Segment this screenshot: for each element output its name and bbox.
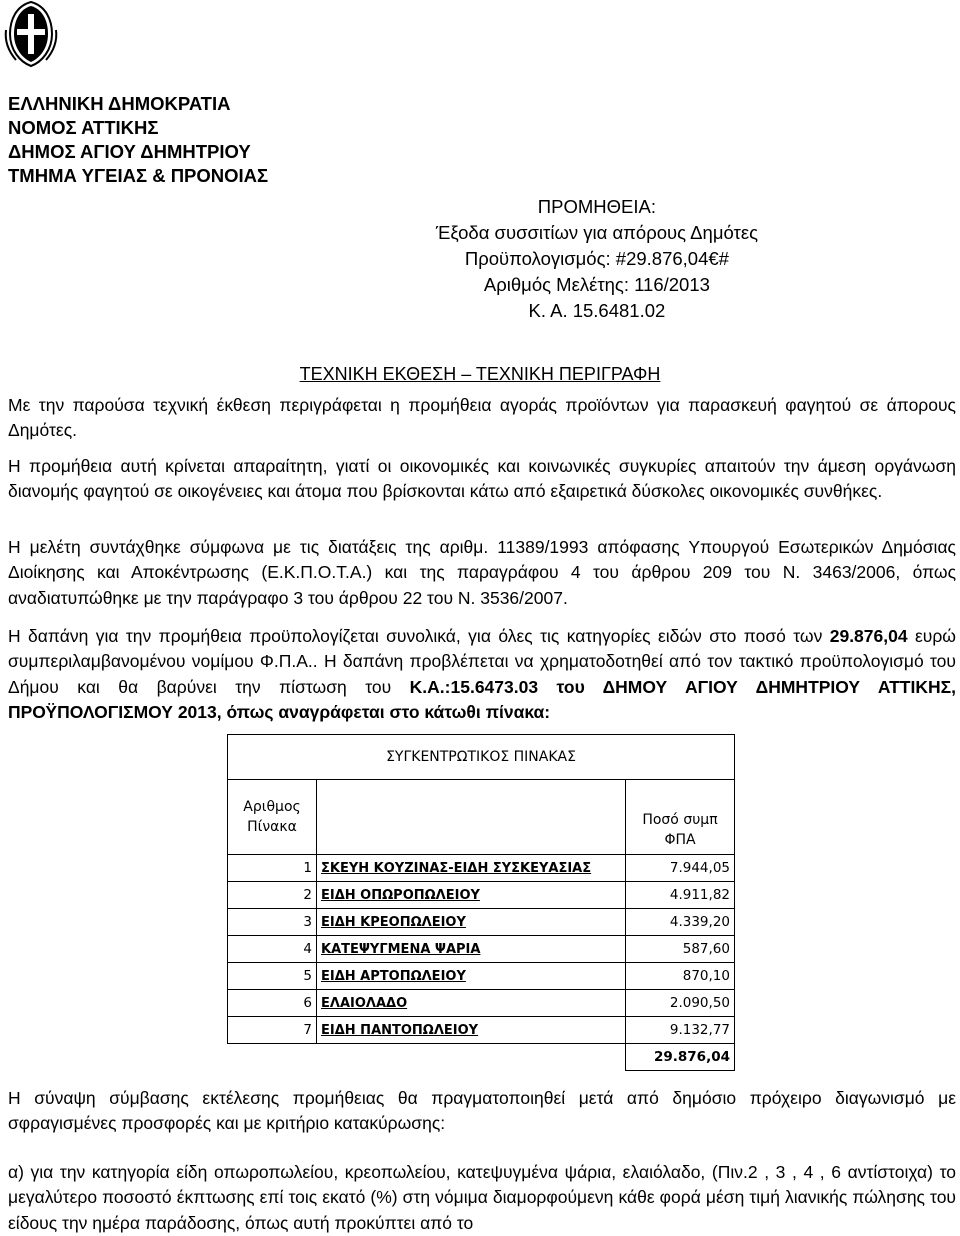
budget-code: Κ.Α.:15.6473.03 του ΔΗΜΟΥ ΑΓΙΟΥ ΔΗΜΗΤΡΙΟΥ ΑΤΤΙΚΗΣ, ΠΡΟΫΠΟΛΟΓΙΣΜΟΥ 2013, όπως αναγράφεται στο κάτωθι πίνακα: — [8, 676, 956, 722]
supply-info — [436, 194, 758, 324]
table-total: 29.876,04 — [626, 1044, 735, 1071]
column-header-category — [317, 780, 626, 855]
cost-text: Η δαπάνη για την προμήθεια προϋπολογίζεται συνολικά, για όλες τις κατηγορίες ειδών στο ποσό των — [8, 626, 823, 646]
row-amount: 587,60 — [626, 936, 735, 963]
row-category: ΕΙΔΗ ΚΡΕΟΠΩΛΕΙΟΥ — [317, 909, 626, 936]
paragraph-legal: Η μελέτη συντάχθηκε σύμφωνα με τις διατάξεις της αριθμ. 11389/1993 απόφασης Υπουργού Εσωτερικών Δημόσιας Διοίκησης και Αποκέντρωσης (Ε.Κ.Π.Ο.Τ.Α.) και της παραγράφου 4 του άρθρου 209 του Ν. 3463/2006, όπως αναδιατυπώθηκε με την παράγραφο 3 του άρθρου 22 του Ν. 3536/2007. — [8, 537, 956, 608]
header-line: ΕΛΛΗΝΙΚΗ ΔΗΜΟΚΡΑΤΙΑ — [8, 93, 231, 114]
row-amount: 7.944,05 — [626, 855, 735, 882]
row-category: ΚΑΤΕΨΥΓΜΕΝΑ ΨΑΡΙΑ — [317, 936, 626, 963]
table-row — [228, 909, 735, 936]
table-row — [228, 882, 735, 909]
column-header-line: ΦΠΑ — [664, 832, 696, 848]
row-number: 2 — [228, 882, 317, 909]
authority-header — [8, 92, 268, 188]
row-number: 1 — [228, 855, 317, 882]
header-line: ΤΜΗΜΑ ΥΓΕΙΑΣ & ΠΡΟΝΟΙΑΣ — [8, 165, 269, 186]
paragraph-intro: Με την παρούσα τεχνική έκθεση περιγράφεται η προμήθεια αγοράς προϊόντων για παρασκευή φαγητού σε άπορους Δημότες. — [8, 395, 956, 441]
table-total-row — [228, 1044, 735, 1071]
row-number: 3 — [228, 909, 317, 936]
paragraph-procedure: Η σύναψη σύμβασης εκτέλεσης προμήθειας θα πραγματοποιηθεί μετά από δημόσιο πρόχειρο διαγωνισμό με σφραγισμένες προσφορές και με κριτήριο κατακύρωσης: — [8, 1088, 956, 1134]
column-header-number — [228, 780, 317, 855]
row-number: 4 — [228, 936, 317, 963]
row-amount: 4.911,82 — [626, 882, 735, 909]
paragraph-criteria: α) για την κατηγορία είδη οπωροπωλείου, κρεοπωλείου, κατεψυγμένα ψάρια, ελαιόλαδο, (Πιν.2 , 3 , 4 , 6 αντίστοιχα) το μεγαλύτερο ποσοστό έκπτωσης επί τοις εκατό (%) στη νόμιμα διαμορφούμενη κάθε φορά μέση τιμή λιανικής πώλησης του είδους την ημέρα παράδοσης, όπως αυτή προκύπτει από το — [8, 1162, 956, 1233]
column-header-line: Πίνακα — [247, 819, 297, 835]
row-category: ΕΛΑΙΟΛΑΔΟ — [317, 990, 626, 1017]
document-title: ΤΕΧΝΙΚΗ ΕΚΘΕΣΗ – ΤΕΧΝΙΚΗ ΠΕΡΙΓΡΑΦΗ — [299, 364, 661, 384]
row-category: ΕΙΔΗ ΠΑΝΤΟΠΩΛΕΙΟΥ — [317, 1017, 626, 1044]
row-category: ΕΙΔΗ ΟΠΩΡΟΠΩΛΕΙΟΥ — [317, 882, 626, 909]
supply-line: Έξοδα συσσιτίων για απόρους Δημότες — [435, 222, 758, 243]
table-row — [228, 1017, 735, 1044]
header-line: ΝΟΜΟΣ ΑΤΤΙΚΗΣ — [8, 117, 159, 138]
supply-line: Κ. Α. 15.6481.02 — [528, 300, 666, 321]
table-row — [228, 990, 735, 1017]
row-number: 6 — [228, 990, 317, 1017]
row-amount: 2.090,50 — [626, 990, 735, 1017]
table-row — [228, 855, 735, 882]
table-row — [228, 936, 735, 963]
column-header-line: Ποσό συμπ — [642, 812, 718, 828]
summary-table — [227, 734, 735, 1071]
row-amount: 9.132,77 — [626, 1017, 735, 1044]
greek-emblem-icon — [2, 0, 60, 68]
row-amount: 4.339,20 — [626, 909, 735, 936]
supply-line: ΠΡΟΜΗΘΕΙΑ: — [537, 196, 657, 217]
paragraph-cost — [8, 624, 956, 725]
row-number: 7 — [228, 1017, 317, 1044]
column-header-line: Αριθμος — [243, 799, 301, 815]
supply-line: Προϋπολογισμός: #29.876,04€# — [464, 248, 729, 269]
row-amount: 870,10 — [626, 963, 735, 990]
column-header-amount — [626, 780, 735, 855]
row-number: 5 — [228, 963, 317, 990]
row-category: ΕΙΔΗ ΑΡΤΟΠΩΛΕΙΟΥ — [317, 963, 626, 990]
header-line: ΔΗΜΟΣ ΑΓΙΟΥ ΔΗΜΗΤΡΙΟΥ — [8, 141, 251, 162]
cost-text-2: ευρώ συμπεριλαμβανομένου νομίμου Φ.Π.Α.. Η δαπάνη προβλέπεται να χρηματοδοτηθεί από τον τακτικό προϋπολογισμό του Δήμου και θα βαρύνει την πίστωση του — [8, 626, 956, 697]
table-caption: ΣΥΓΚΕΝΤΡΩΤΙΚΟΣ ΠΙΝΑΚΑΣ — [228, 735, 735, 780]
row-category: ΣΚΕΥΗ ΚΟΥΖΙΝΑΣ-ΕΙΔΗ ΣΥΣΚΕΥΑΣΙΑΣ — [317, 855, 626, 882]
paragraph-need: Η προμήθεια αυτή κρίνεται απαραίτητη, γιατί οι οικονομικές και κοινωνικές συγκυρίες απαιτούν την άμεση οργάνωση διανομής φαγητού σε οικογένειες και άτομα που βρίσκονται κάτω από εξαιρετικά δύσκολες οικονομικές συνθήκες. — [8, 456, 956, 502]
cost-amount: 29.876,04 — [829, 626, 908, 646]
supply-line: Αριθμός Μελέτης: 116/2013 — [483, 274, 710, 295]
table-row — [228, 963, 735, 990]
